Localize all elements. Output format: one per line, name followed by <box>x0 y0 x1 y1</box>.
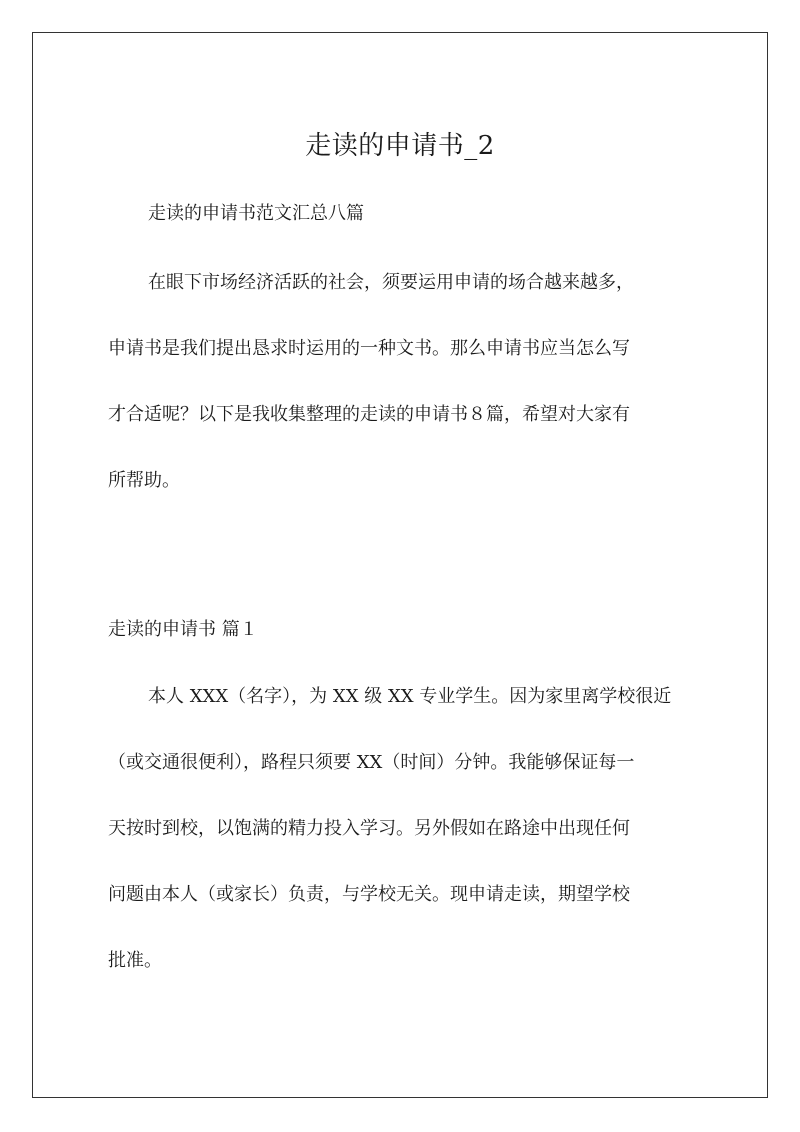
section-paragraph <box>108 664 688 994</box>
document-subtitle: 走读的申请书范文汇总八篇 <box>148 203 364 224</box>
section-line: 天按时到校，以饱满的精力投入学习。另外假如在路途中出现任何 <box>108 818 630 839</box>
intro-line: 申请书是我们提出恳求时运用的一种文书。那么申请书应当怎么写 <box>108 338 630 359</box>
section-line: 批准。 <box>108 950 162 971</box>
intro-line: 才合适呢？以下是我收集整理的走读的申请书８篇，希望对大家有 <box>108 404 630 425</box>
section-heading: 走读的申请书 篇１ <box>108 619 258 640</box>
section-line: 问题由本人（或家长）负责，与学校无关。现申请走读，期望学校 <box>108 884 630 905</box>
document-title: 走读的申请书_2 <box>305 131 495 161</box>
section-line: 本人 XXX（名字），为 XX 级 XX 专业学生。因为家里离学校很近 <box>148 686 672 707</box>
section-line: （或交通很便利），路程只须要 XX（时间）分钟。我能够保证每一 <box>108 752 635 773</box>
intro-line: 在眼下市场经济活跃的社会，须要运用申请的场合越来越多， <box>148 272 634 293</box>
intro-line: 所帮助。 <box>108 470 180 491</box>
intro-paragraph <box>108 250 688 514</box>
